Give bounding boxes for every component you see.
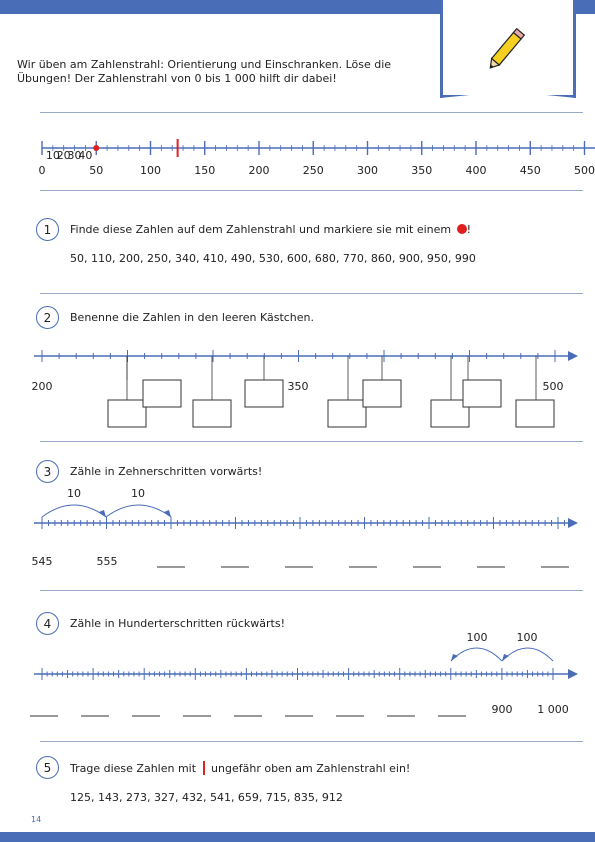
ruler-label: 500 — [574, 164, 595, 177]
task-3-title: Zähle in Zehnerschritten vorwärts! — [70, 465, 263, 478]
line-label: 545 — [31, 555, 53, 568]
ruler-label: 350 — [411, 164, 433, 177]
task-5-title-after: ungefähr oben am Zahlenstrahl ein! — [211, 762, 411, 775]
line-label: 350 — [287, 380, 309, 393]
intro-text: Wir üben am Zahlenstrahl: Orientierung und Einschranken. Löse die Übungen! Der Zahlenstrahl von 0 bis 1 000 hilft dir dabei! — [17, 58, 392, 85]
line-label: 900 — [491, 703, 513, 716]
arrow-head-icon — [568, 669, 578, 679]
ruler-label: 450 — [519, 164, 541, 177]
task-1-title-text: Finde diese Zahlen auf dem Zahlenstrahl und markiere sie mit einem — [70, 223, 452, 236]
task-1-numbers: 50, 110, 200, 250, 340, 410, 490, 530, 600, 680, 770, 860, 900, 950, 990 — [70, 252, 476, 265]
task-number-1: 1 — [36, 218, 59, 241]
line-label: 1 000 — [537, 703, 569, 716]
ruler-label: 150 — [194, 164, 216, 177]
ruler-label: 250 — [302, 164, 324, 177]
divider — [40, 741, 583, 742]
task-4-title: Zähle in Hunderterschritten rückwärts! — [70, 617, 285, 630]
ruler-label: 100 — [140, 164, 161, 177]
task-2-title: Benenne die Zahlen in den leeren Kästchen. — [70, 311, 315, 324]
bottom-color-bar — [0, 832, 595, 842]
arc-label: 10 — [131, 487, 145, 500]
jump-arc — [451, 648, 502, 661]
line-label: 200 — [31, 380, 53, 393]
task-number-5: 5 — [36, 756, 59, 779]
task-1-title-suffix: ! — [466, 223, 472, 236]
arc-label: 100 — [466, 631, 488, 644]
ruler-label: 400 — [465, 164, 487, 177]
task-5-numbers: 125, 143, 273, 327, 432, 541, 659, 715, 835, 912 — [70, 791, 343, 804]
line-label: 500 — [542, 380, 564, 393]
ruler-minor-label: 40 — [78, 149, 93, 162]
task-5-title-before: Trage diese Zahlen mit — [70, 762, 197, 775]
ruler-label: 0 — [38, 164, 46, 177]
ruler-label: 200 — [248, 164, 270, 177]
ruler-minor-label: 20 — [56, 149, 71, 162]
task-number-2: 2 — [36, 306, 59, 329]
task-number-4: 4 — [36, 612, 59, 635]
ruler-label: 50 — [89, 164, 104, 177]
task-5-title — [70, 761, 410, 775]
arc-label: 10 — [67, 487, 81, 500]
jump-arc — [502, 648, 553, 661]
ruler-label: 300 — [357, 164, 378, 177]
ruler-minor-label: 10 — [45, 149, 60, 162]
arc-label: 100 — [516, 631, 538, 644]
line-label: 555 — [96, 555, 118, 568]
task-number-3: 3 — [36, 460, 59, 483]
ruler-minor-label: 30 — [67, 149, 82, 162]
red-line-icon — [203, 761, 205, 775]
page-number: 14 — [31, 815, 42, 824]
